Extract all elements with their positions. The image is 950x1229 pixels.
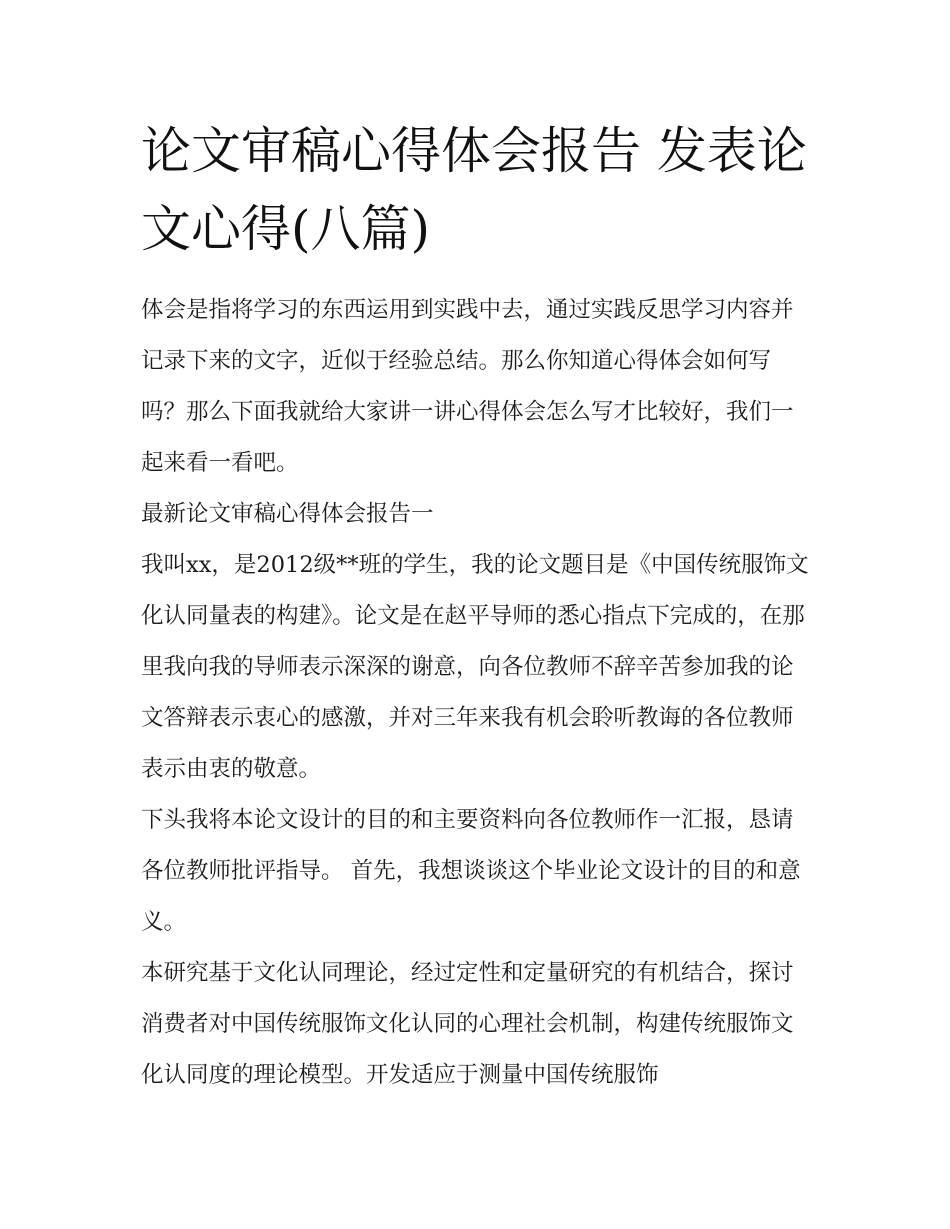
document-body [141,285,813,1101]
section-heading: 最新论文审稿心得体会报告一 [141,501,434,527]
document-content [141,112,813,1101]
document-title: 论文审稿心得体会报告 发表论文心得(八篇) [141,122,807,258]
body-paragraph: 下头我将本论文设计的目的和主要资料向各位教师作一汇报，恳请各位教师批评指导。 首先，我想谈谈这个毕业论文设计的目的和意义。 [141,807,801,935]
body-paragraph: 本研究基于文化认同理论，经过定性和定量研究的有机结合，探讨消费者对中国传统服饰文化认同的心理社会机制，构建传统服饰文化认同度的理论模型。开发适应于测量中国传统服饰 [141,960,794,1088]
body-paragraph: 我叫xx，是2012级**班的学生，我的论文题目是《中国传统服饰文化认同量表的构建》。论文是在赵平导师的悉心指点下完成的，在那里我向我的导师表示深深的谢意，向各位教师不辞辛苦参加我的论文答辩表示衷心的感激，并对三年来我有机会聆听教诲的各位教师表示由衷的敬意。 [141,552,809,782]
intro-paragraph: 体会是指将学习的东西运用到实践中去，通过实践反思学习内容并记录下来的文字，近似于经验总结。那么你知道心得体会如何写吗？那么下面我就给大家讲一讲心得体会怎么写才比较好，我们一起来看一看吧。 [141,297,794,476]
